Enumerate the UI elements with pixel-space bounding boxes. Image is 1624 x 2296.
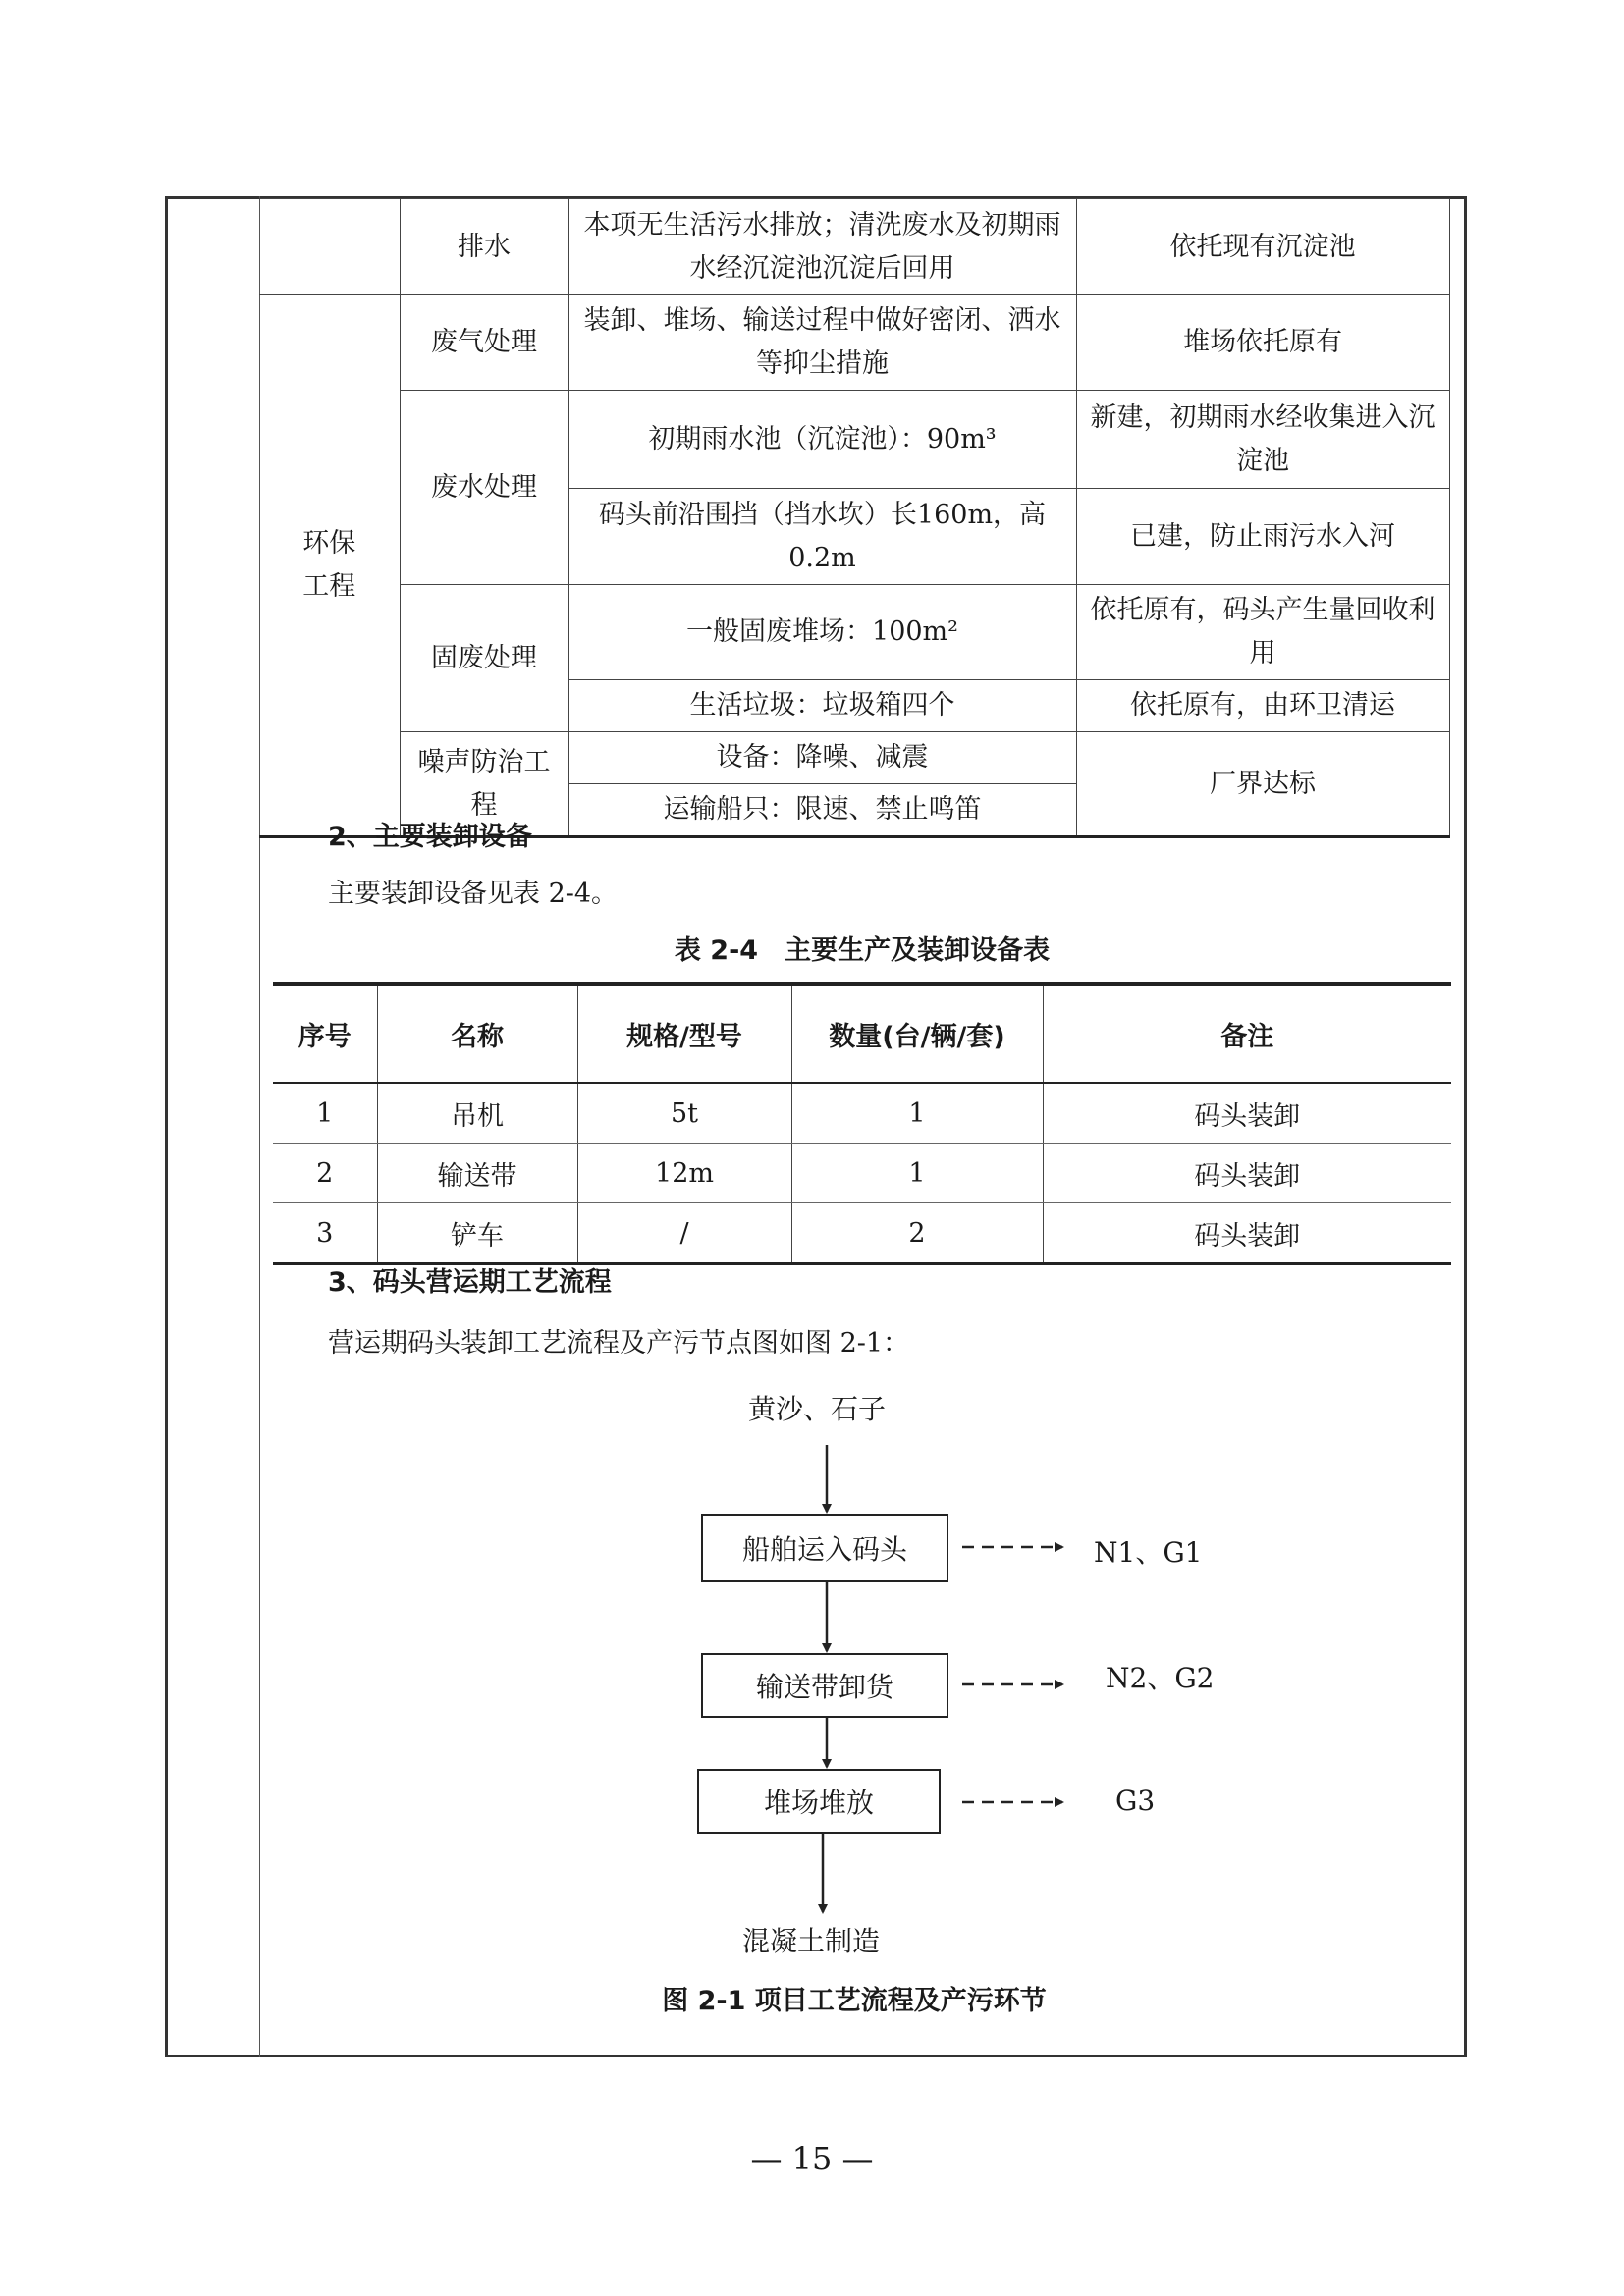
equipment-table: [273, 982, 1451, 1265]
env-content-ship-noise: 运输船只：限速、禁止鸣笛: [568, 784, 1076, 837]
env-note-drainage: 依托现有沉淀池: [1076, 199, 1449, 295]
env-content-garbage: 生活垃圾：垃圾箱四个: [568, 680, 1076, 732]
equip-cell: 3: [273, 1203, 377, 1264]
flow-step-ship: 船舶运入码头: [701, 1514, 948, 1582]
equip-cell: 1: [791, 1083, 1043, 1144]
env-sub-wastewater: 废水处理: [400, 391, 568, 585]
section-3-heading: 3、码头营运期工艺流程: [328, 1267, 612, 1298]
env-note-garbage: 依托原有，由环卫清运: [1076, 680, 1449, 732]
category-cell-blank: [259, 199, 400, 295]
env-note-barrier: 已建，防止雨污水入河: [1076, 489, 1449, 585]
flow-output-concrete: 混凝土制造: [742, 1925, 881, 1957]
env-content-equipment-noise: 设备：降噪、减震: [568, 732, 1076, 784]
env-content-exhaust: 装卸、堆场、输送过程中做好密闭、洒水等抑尘措施: [568, 295, 1076, 391]
equip-cell: 1: [273, 1083, 377, 1144]
flow-step-stockyard: 堆场堆放: [697, 1769, 941, 1834]
equip-cell: 12m: [577, 1144, 791, 1203]
env-sub-drainage: 排水: [400, 199, 568, 295]
table-row: [273, 1083, 1451, 1144]
section-2-heading: 2、主要装卸设备: [328, 822, 532, 852]
section-2-text: 主要装卸设备见表 2-4。: [328, 879, 619, 909]
flow-input: 黄沙、石子: [748, 1393, 887, 1425]
env-note-exhaust: 堆场依托原有: [1076, 295, 1449, 391]
env-content-rainpool: 初期雨水池（沉淀池）：90m³: [568, 391, 1076, 489]
env-content-solidyard: 一般固废堆场：100m²: [568, 585, 1076, 680]
figure-2-1-caption: 图 2-1 项目工艺流程及产污环节: [662, 1986, 1047, 2016]
env-note-noise: 厂界达标: [1076, 732, 1449, 837]
page-number: — 15 —: [750, 2140, 874, 2177]
env-note-rainpool: 新建，初期雨水经收集进入沉淀池: [1076, 391, 1449, 489]
equip-cell: 5t: [577, 1083, 791, 1144]
flow-step-conveyor: 输送带卸货: [701, 1653, 948, 1718]
env-sub-exhaust: 废气处理: [400, 295, 568, 391]
section-3-text: 营运期码头装卸工艺流程及产污节点图如图 2-1：: [328, 1328, 910, 1359]
equip-cell: 码头装卸: [1043, 1083, 1451, 1144]
equip-cell: 吊机: [377, 1083, 577, 1144]
equip-cell: 2: [791, 1203, 1043, 1264]
env-category: 环保 工程: [259, 295, 400, 837]
equip-header-remark: 备注: [1043, 984, 1451, 1083]
flow-output-n2g2: N2、G2: [1106, 1662, 1215, 1694]
env-protection-table: [259, 198, 1450, 838]
table-row: [273, 1144, 1451, 1203]
env-content-barrier: 码头前沿围挡（挡水坎）长160m，高0.2m: [568, 489, 1076, 585]
equip-cell: 输送带: [377, 1144, 577, 1203]
flow-output-g3: G3: [1115, 1785, 1156, 1817]
env-note-solidyard: 依托原有，码头产生量回收利用: [1076, 585, 1449, 680]
equip-header-spec: 规格/型号: [577, 984, 791, 1083]
equip-cell: 2: [273, 1144, 377, 1203]
equip-header-no: 序号: [273, 984, 377, 1083]
flow-output-n1g1: N1、G1: [1094, 1536, 1203, 1569]
table-row: [273, 1203, 1451, 1264]
env-sub-noise: 噪声防治工程: [400, 732, 568, 837]
env-content-drainage: 本项无生活污水排放；清洗废水及初期雨水经沉淀池沉淀后回用: [568, 199, 1076, 295]
env-sub-solidwaste: 固废处理: [400, 585, 568, 732]
equip-header-name: 名称: [377, 984, 577, 1083]
equip-cell: 铲车: [377, 1203, 577, 1264]
equip-cell: 码头装卸: [1043, 1144, 1451, 1203]
equip-cell: 码头装卸: [1043, 1203, 1451, 1264]
equip-header-qty: 数量(台/辆/套): [791, 984, 1043, 1083]
table-2-4-caption: 表 2-4 主要生产及装卸设备表: [674, 935, 1051, 966]
equip-cell: 1: [791, 1144, 1043, 1203]
equip-cell: /: [577, 1203, 791, 1264]
